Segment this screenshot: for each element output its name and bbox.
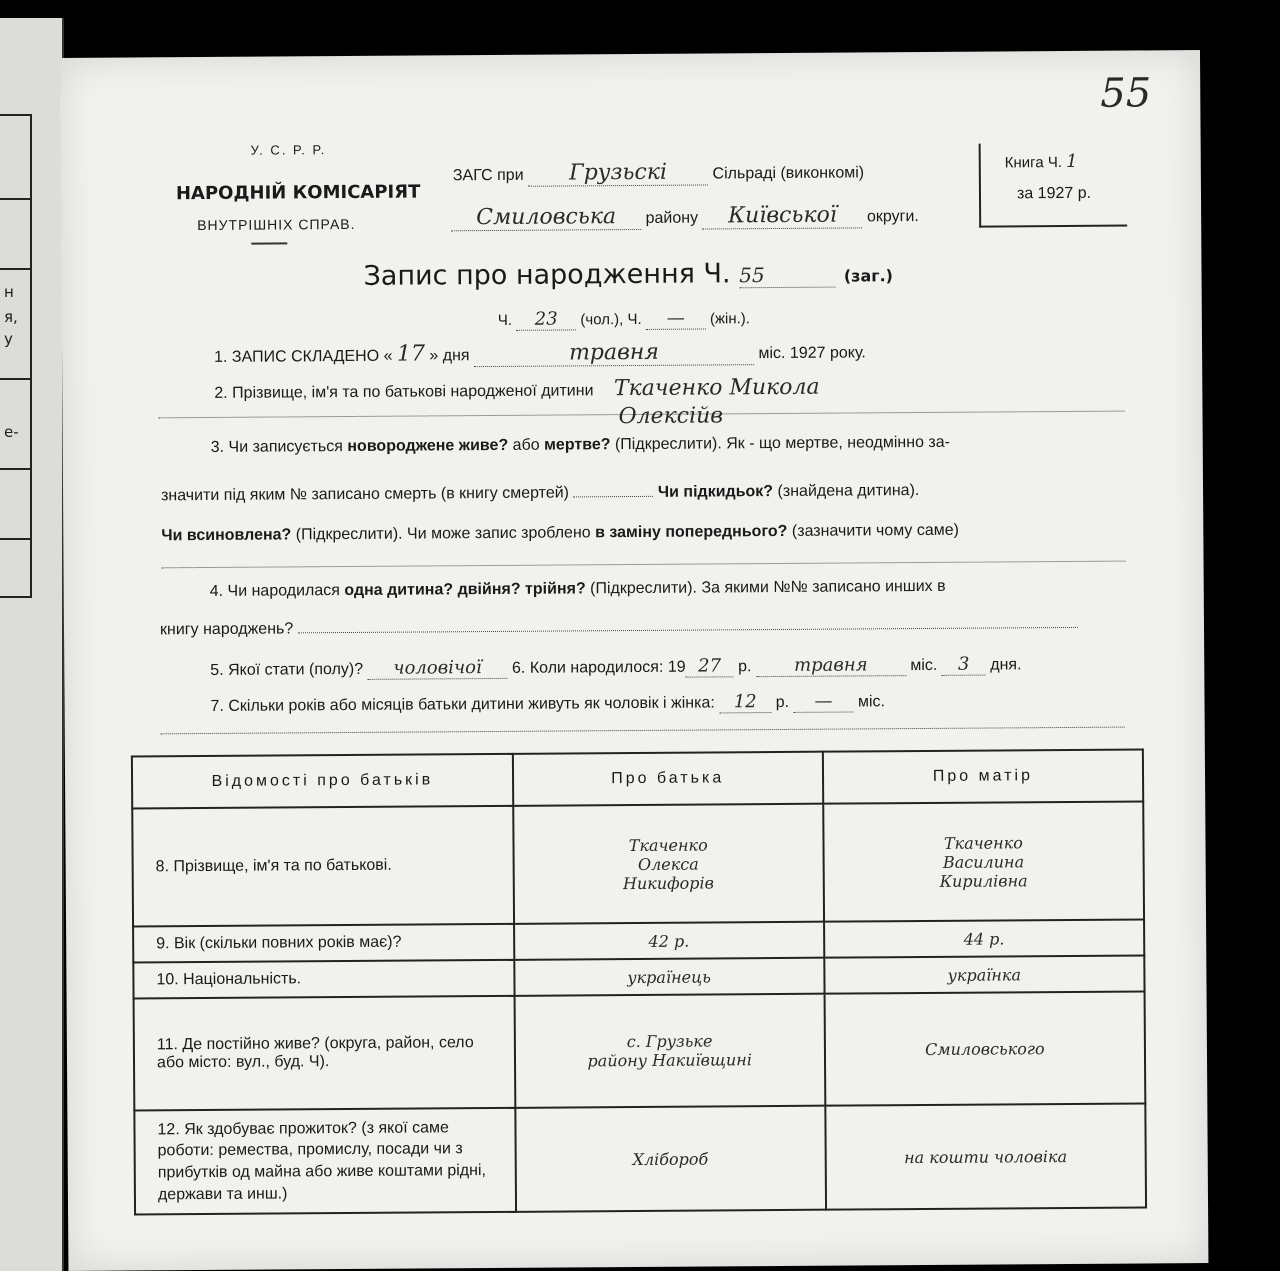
- header-father: Про батька: [512, 752, 822, 806]
- left-page-frame: [0, 114, 32, 598]
- okruha-label: округи.: [866, 208, 919, 226]
- female-label: (жін.).: [709, 310, 750, 328]
- f6-r: р.: [737, 658, 752, 676]
- f3-l3c: в заміну попереднього?: [595, 522, 788, 542]
- state-abbrev: У. С. Р. Р.: [250, 142, 327, 158]
- f7-years: 12: [719, 691, 771, 713]
- mother-occupation-cell: [825, 1103, 1146, 1209]
- okruha-value: Київської: [702, 202, 862, 229]
- header-mother: Про матір: [823, 749, 1144, 803]
- f3-l1d: мертве?: [543, 436, 611, 454]
- table-row: [134, 1103, 1146, 1214]
- f7-months: —: [793, 690, 853, 712]
- female-count: —: [646, 307, 706, 329]
- f3-l2b: Чи підкидьок?: [657, 483, 774, 501]
- page-number: 55: [1100, 70, 1152, 117]
- male-label: (чол.), Ч.: [580, 310, 642, 329]
- f6-dnya: дня.: [990, 656, 1022, 674]
- f7-label: 7. Скільки років або місяців батьки дитини живуть як чоловік і жінка:: [210, 694, 715, 715]
- f7-mis: міс.: [857, 693, 886, 711]
- department-title: ВНУТРІШНІХ СПРАВ.: [197, 215, 356, 234]
- book-box: [979, 143, 1128, 228]
- f3-l2c: (знайдена дитина).: [777, 482, 920, 501]
- f1-mid: » дня: [429, 347, 470, 365]
- mother-patronymic: Кирилівна: [939, 870, 1028, 891]
- f4-l1b: одна дитина? двійня? трійня?: [344, 580, 586, 600]
- zags-suffix: Сільраді (виконкомі): [712, 164, 865, 183]
- f6-month: травня: [756, 654, 906, 677]
- mother-nationality: українка: [824, 955, 1144, 993]
- book-year: за 1927 р.: [1016, 184, 1092, 203]
- f5-value: чоловічої: [367, 657, 507, 680]
- zags-prefix: ЗАГС при: [452, 166, 524, 185]
- father-residence-1: с. Грузьке: [626, 1031, 713, 1052]
- header-rule: [251, 242, 287, 244]
- male-prefix: Ч.: [497, 311, 513, 329]
- f6-mis: міс.: [910, 656, 938, 675]
- f2-child-name: Ткаченко Микола: [613, 374, 820, 402]
- father-residence-2: району Накиївщині: [587, 1050, 752, 1071]
- zags-village: Грузьскі: [528, 159, 708, 186]
- mother-residence-1: Смиловського: [924, 1038, 1045, 1059]
- left-page-edge: н я, у е-: [0, 18, 64, 1271]
- f6-year: 27: [686, 655, 734, 677]
- f4-l2: книгу народжень?: [159, 620, 294, 639]
- father-firstname: Олекса: [637, 854, 699, 874]
- row-label: 8. Прізвище, ім'я та по батькові.: [132, 806, 513, 927]
- f4-l1c: (Підкреслити). За якими №№ записано инших в: [590, 577, 946, 598]
- table-header-row: [132, 749, 1143, 808]
- father-age: 42 р.: [514, 922, 824, 960]
- male-count: 23: [516, 308, 576, 330]
- f1-prefix: 1. ЗАПИС СКЛАДЕНО «: [214, 347, 393, 366]
- f3-l2a: значити під яким № записано смерть (в книгу смертей): [160, 484, 570, 505]
- f1-day: 17: [396, 341, 425, 367]
- record-title: Запис про народження Ч.: [363, 258, 731, 292]
- record-suffix: (заг.): [843, 266, 894, 286]
- parents-table: [131, 748, 1147, 1215]
- book-label: Книга Ч.: [1004, 154, 1063, 172]
- f3-l3a: Чи всиновлена?: [161, 526, 292, 545]
- header-info: Відомості про батьків: [132, 754, 513, 809]
- f4-l1a: 4. Чи народилася: [209, 582, 340, 600]
- father-residence-cell: [514, 994, 825, 1108]
- row-label: 11. Де постійно живе? (округа, район, село або місто: вул., буд. Ч).: [134, 996, 515, 1111]
- row-label: 9. Вік (скільки повних років має)?: [133, 924, 514, 963]
- f3-line: [162, 561, 1126, 569]
- f5-label: 5. Якої стати (полу)?: [210, 660, 364, 679]
- f6-day: 3: [942, 654, 986, 676]
- f3-l1a: 3. Чи записується: [210, 438, 343, 456]
- f3-l1e: (Підкреслити). Як - що мертве, неодмінно за-: [614, 433, 951, 454]
- f1-month: травня: [474, 339, 754, 367]
- f7-line: [161, 727, 1125, 735]
- row-label: 10. Національність.: [133, 960, 514, 999]
- f6-label: 6. Коли народилося: 19: [511, 658, 686, 677]
- f7-r: р.: [775, 693, 790, 712]
- commissariat-title: НАРОДНІЙ КОМІСАРІЯТ: [175, 181, 421, 205]
- register-page: [60, 50, 1208, 1271]
- father-nationality: українець: [514, 958, 824, 996]
- mother-firstname: Василина: [942, 851, 1025, 872]
- f2-patronymic: Олексійв: [618, 403, 724, 430]
- f2-label: 2. Прізвище, ім'я та по батькові народженої дитини: [214, 382, 594, 402]
- father-surname: Ткаченко: [628, 834, 708, 855]
- mother-occupation-1: на кошти чоловіка: [904, 1146, 1068, 1167]
- f3-l3d: (зазначити чому саме): [791, 521, 960, 540]
- father-patronymic: Никифорів: [622, 872, 715, 893]
- district-value: Смиловська: [451, 204, 641, 231]
- record-number: 55: [739, 263, 835, 289]
- mother-surname: Ткаченко: [943, 832, 1023, 853]
- book-number: 1: [1066, 150, 1078, 172]
- f3-l1b: новороджене живе?: [347, 436, 509, 456]
- mother-name-cell: [823, 801, 1144, 921]
- mother-age: 44 р.: [824, 919, 1144, 957]
- district-label: району: [645, 209, 699, 227]
- f3-l1c: або: [512, 436, 540, 454]
- father-name-cell: [513, 804, 824, 924]
- f1-suffix: міс. 1927 року.: [758, 344, 866, 363]
- father-occupation: Хлібороб: [515, 1106, 826, 1212]
- table-row: [132, 801, 1144, 926]
- table-row: [134, 991, 1146, 1110]
- mother-residence-cell: [824, 991, 1145, 1105]
- row-label: 12. Як здобуває прожиток? (з якої саме роботи: ремества, промислу, посади чи з прибутків од майна або живе коштами рідні, держави та инш.): [134, 1108, 515, 1215]
- f3-l3b: (Підкреслити). Чи може запис зроблено: [295, 524, 591, 544]
